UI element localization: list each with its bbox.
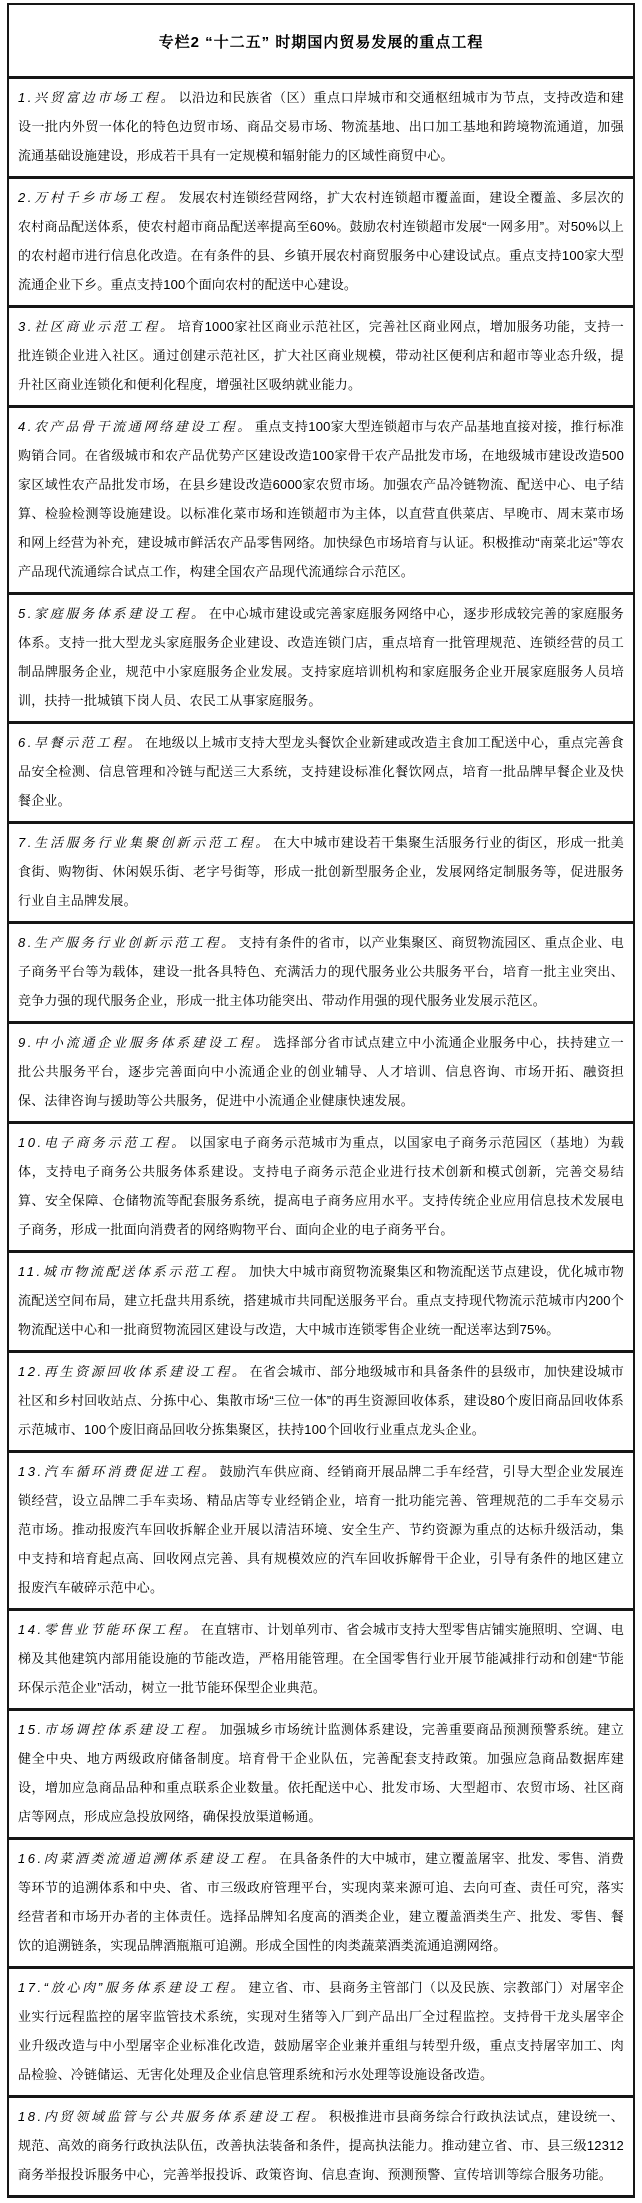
project-heading: 2.万村千乡市场工程。 [18, 190, 177, 205]
project-body: 以国家电子商务示范城市为重点，以国家电子商务示范园区（基地）为载体，支持电子商务公共服务体系建设。支持电子商务示范企业进行技术创新和模式创新，完善交易结算、安全保障、仓储物流等配套服务系统，提高电子商务应用水平。支持传统企业应用信息技术发展电子商务，形成一批面向消费者的网络购物平台、面向企业的电子商务平台。 [18, 1135, 624, 1237]
project-heading: 5.家庭服务体系建设工程。 [18, 606, 207, 621]
project-item [9, 1837, 633, 1966]
project-body: 加快大中城市商贸物流聚集区和物流配送节点建设，优化城市物流配送空间布局，建立托盘共用系统，搭建城市共同配送服务平台。重点支持现代物流示范城市内200个物流配送中心和一批商贸物流园区建设与改造，大中城市连锁零售企业统一配送率达到75%。 [18, 1264, 624, 1337]
project-heading: 12.再生资源回收体系建设工程。 [18, 1364, 248, 1379]
project-body: 鼓励汽车供应商、经销商开展品牌二手车经营，引导大型企业发展连锁经营，设立品牌二手车卖场、精品店等专业经销企业，培育一批功能完善、管理规范的二手车交易示范市场。推动报废汽车回收拆解企业开展以清洁环境、安全生产、节约资源为重点的达标升级活动，集中支持和培育起点高、回收网点完善、具有规模效应的汽车回收拆解骨干企业，引导有条件的地区建立报废汽车破碎示范中心。 [18, 1464, 624, 1595]
project-body: 以沿边和民族省（区）重点口岸城市和交通枢纽城市为节点，支持改造和建设一批内外贸一体化的特色边贸市场、商品交易市场、物流基地、出口加工基地和跨境物流通道，加强流通基础设施建设，形成若干具有一定规模和辐射能力的区域性商贸中心。 [18, 90, 624, 163]
project-item [9, 592, 633, 721]
project-item [9, 305, 633, 405]
project-body: 在大中城市建设若干集聚生活服务行业的街区，形成一批美食街、购物街、休闲娱乐街、老字号街等，形成一批创新型服务企业，发展网络定制服务等，促进服务行业自主品牌发展。 [18, 835, 624, 908]
project-body: 建立省、市、县商务主管部门（以及民族、宗教部门）对屠宰企业实行远程监控的屠宰监管技术系统，实现对生猪等入厂到产品出厂全过程监控。支持骨干龙头屠宰企业升级改造与中小型屠宰企业标准化改造，鼓励屠宰企业兼并重组与转型升级，重点支持屠宰加工、肉品检验、冷链储运、无害化处理及企业信息管理系统和污水处理等设施设备改造。 [18, 1980, 624, 2082]
project-item [9, 1121, 633, 1250]
project-heading: 13.汽车循环消费促进工程。 [18, 1464, 218, 1479]
project-body: 积极推进市县商务综合行政执法试点，建设统一、规范、高效的商务行政执法队伍，改善执法装备和条件，提高执法能力。推动建立省、市、县三级12312商务举报投诉服务中心，完善举报投诉、政策咨询、信息查询、预测预警、宣传培训等综合服务功能。 [18, 2109, 624, 2182]
project-heading: 16.肉菜酒类流通追溯体系建设工程。 [18, 1851, 278, 1866]
project-body: 支持有条件的省市，以产业集聚区、商贸物流园区、重点企业、电子商务平台等为载体，建设一批各具特色、充满活力的现代服务业公共服务平台，培育一批主业突出、竞争力强的现代服务企业，形成一批主体功能突出、带动作用强的现代服务业发展示范区。 [18, 935, 624, 1008]
project-heading: 9.中小流通企业服务体系建设工程。 [18, 1035, 272, 1050]
project-heading: 18.内贸领域监管与公共服务体系建设工程。 [18, 2109, 327, 2124]
project-item [9, 1350, 633, 1450]
project-body: 在中心城市建设或完善家庭服务网络中心，逐步形成较完善的家庭服务体系。支持一批大型龙头家庭服务企业建设、改造连锁门店，重点培育一批管理规范、连锁经营的员工制品牌服务企业，规范中小家庭服务企业发展。支持家庭培训机构和家庭服务企业开展家庭服务人员培训，扶持一批城镇下岗人员、农民工从事家庭服务。 [18, 606, 625, 708]
project-body: 重点支持100家大型连锁超市与农产品基地直接对接，推行标准购销合同。在省级城市和农产品优势产区建设改造100家骨干农产品批发市场，在地级城市建设改造500家区域性农产品批发市场，在县乡建设改造6000家农贸市场。加强农产品冷链物流、配送中心、电子结算、检验检测等设施建设。以标准化菜市场和连锁超市为主体，以直营直供菜店、早晚市、周末菜市场和网上经营为补充，建设城市鲜活农产品零售网络。加快绿色市场培育与认证。积极推动“南菜北运”等农产品现代流通综合试点工作，构建全国农产品现代流通综合示范区。 [18, 419, 624, 579]
project-item [9, 176, 633, 305]
projects-panel [7, 3, 635, 2198]
project-item [9, 721, 633, 821]
project-body: 发展农村连锁经营网络，扩大农村连锁超市覆盖面，建设全覆盖、多层次的农村商品配送体系，使农村超市商品配送率提高至60%。鼓励农村连锁超市发展“一网多用”。对50%以上的农村超市进行信息化改造。在有条件的县、乡镇开展农村商贸服务中心建设试点。重点支持100家大型流通企业下乡。重点支持100个面向农村的配送中心建设。 [18, 190, 624, 292]
project-item [9, 2095, 633, 2195]
project-heading: 8.生产服务行业创新示范工程。 [18, 935, 237, 950]
project-item [9, 1966, 633, 2095]
project-item [9, 1250, 633, 1350]
project-body: 在直辖市、计划单列市、省会城市支持大型零售店铺实施照明、空调、电梯及其他建筑内部用能设施的节能改造，严格用能管理。在全国零售行业开展节能减排行动和创建“节能环保示范企业”活动，树立一批节能环保型企业典范。 [18, 1622, 624, 1695]
project-heading: 6.早餐示范工程。 [18, 735, 144, 750]
project-body: 在地级以上城市支持大型龙头餐饮企业新建或改造主食加工配送中心，重点完善食品安全检测、信息管理和冷链与配送三大系统，支持建设标准化餐饮网点，培育一批品牌早餐企业及快餐企业。 [18, 735, 624, 808]
project-item [9, 405, 633, 592]
project-heading: 4.农产品骨干流通网络建设工程。 [18, 419, 253, 434]
project-item [9, 1450, 633, 1608]
panel-title: 专栏2 “十二五” 时期国内贸易发展的重点工程 [158, 34, 484, 51]
project-item [9, 76, 633, 176]
project-body: 培育1000家社区商业示范社区，完善社区商业网点，增加服务功能，支持一批连锁企业进入社区。通过创建示范社区，扩大社区商业规模，带动社区便利店和超市等业态升级，提升社区商业连锁化和便利化程度，增强社区吸纳就业能力。 [18, 319, 624, 392]
project-body: 在省会城市、部分地级城市和具备条件的县级市，加快建设城市社区和乡村回收站点、分拣中心、集散市场“三位一体”的再生资源回收体系，建设80个废旧商品回收体系示范城市、100个废旧商品回收分拣集聚区，扶持100个回收行业重点龙头企业。 [18, 1364, 624, 1437]
project-body: 选择部分省市试点建立中小流通企业服务中心，扶持建立一批公共服务平台，逐步完善面向中小流通企业的创业辅导、人才培训、信息咨询、市场开拓、融资担保、法律咨询与援助等公共服务，促进中小流通企业健康快速发展。 [18, 1035, 624, 1108]
project-item [9, 821, 633, 921]
project-heading: 14.零售业节能环保工程。 [18, 1622, 199, 1637]
project-item [9, 1708, 633, 1837]
project-heading: 1.兴贸富边市场工程。 [18, 90, 177, 105]
project-heading: 17.“放心肉”服务体系建设工程。 [18, 1980, 247, 1995]
project-heading: 11.城市物流配送体系示范工程。 [18, 1264, 247, 1279]
project-item [9, 921, 633, 1021]
project-heading: 15.市场调控体系建设工程。 [18, 1722, 218, 1737]
project-body: 在具备条件的大中城市，建立覆盖屠宰、批发、零售、消费等环节的追溯体系和中央、省、市三级政府管理平台，实现肉菜来源可追、去向可查、责任可究，落实经营者和市场开办者的主体责任。选择品牌知名度高的酒类企业，建立覆盖酒类生产、批发、零售、餐饮的追溯链条，实现品牌酒瓶瓶可追溯。形成全国性的肉类蔬菜酒类流通追溯网络。 [18, 1851, 624, 1953]
project-item [9, 1021, 633, 1121]
project-heading: 10.电子商务示范工程。 [18, 1135, 188, 1150]
project-item [9, 1608, 633, 1708]
project-body: 加强城乡市场统计监测体系建设，完善重要商品预测预警系统。建立健全中央、地方两级政府储备制度。培育骨干企业队伍，完善配套支持政策。加强应急商品数据库建设，增加应急商品品种和重点联系企业数量。依托配送中心、批发市场、大型超市、农贸市场、社区商店等网点，形成应急投放网络，确保投放渠道畅通。 [18, 1722, 624, 1824]
project-heading: 3.社区商业示范工程。 [18, 319, 176, 334]
project-heading: 7.生活服务行业集聚创新示范工程。 [18, 835, 272, 850]
